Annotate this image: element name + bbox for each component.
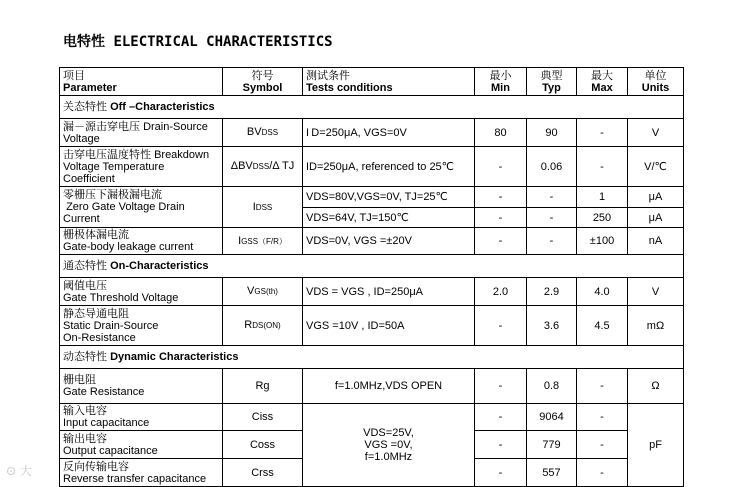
symbol-ciss: Ciss (223, 404, 303, 431)
param-rdson: 静态导通电阻 Static Drain-Source On-Resistance (60, 306, 223, 346)
header-min: 最小 Min (475, 68, 527, 96)
cond-dbvdss: ID=250μA, referenced to 25℃ (303, 147, 475, 187)
unit-igss: nA (628, 228, 684, 255)
typ-bvdss: 90 (527, 119, 577, 147)
symbol-vgsth: VGS(th) (223, 278, 303, 306)
typ-idss-1: - (527, 187, 577, 208)
max-dbvdss: - (577, 147, 628, 187)
unit-idss-1: μA (628, 187, 684, 208)
table-row-igss (60, 228, 684, 255)
table-row-vgsth (60, 278, 684, 306)
header-parameter: 项目 Parameter (60, 68, 223, 96)
table-row-dbvdss (60, 147, 684, 187)
unit-dbvdss: V/℃ (628, 147, 684, 187)
unit-capacitance: pF (628, 404, 684, 487)
table-row-rg (60, 369, 684, 404)
characteristics-table (59, 67, 684, 487)
typ-igss: - (527, 228, 577, 255)
max-idss-1: 1 (577, 187, 628, 208)
typ-idss-2: - (527, 208, 577, 228)
max-idss-2: 250 (577, 208, 628, 228)
symbol-idss: IDSS (223, 187, 303, 228)
unit-vgsth: V (628, 278, 684, 306)
title-en: ELECTRICAL CHARACTERISTICS (113, 34, 333, 50)
symbol-rdson: RDS(ON) (223, 306, 303, 346)
unit-rg: Ω (628, 369, 684, 404)
max-bvdss: - (577, 119, 628, 147)
header-units: 单位 Units (628, 68, 684, 96)
header-conditions: 测试条件 Tests conditions (303, 68, 475, 96)
unit-bvdss: V (628, 119, 684, 147)
param-dbvdss: 击穿电压温度特性 Breakdown Voltage Temperature Coefficient (60, 147, 223, 187)
watermark-text: 大 (19, 464, 32, 478)
param-coss: 输出电容 Output capacitance (60, 431, 223, 459)
watermark-icon: ⊙ (6, 464, 17, 478)
min-idss-1: - (475, 187, 527, 208)
table-row-idss-1 (60, 187, 684, 208)
typ-crss: 557 (527, 459, 577, 487)
typ-rdson: 3.6 (527, 306, 577, 346)
param-rg: 栅电阻 Gate Resistance (60, 369, 223, 404)
min-igss: - (475, 228, 527, 255)
page-title (63, 31, 333, 51)
param-ciss: 输入电容 Input capacitance (60, 404, 223, 431)
param-vgsth: 阈值电压 Gate Threshold Voltage (60, 278, 223, 306)
symbol-dbvdss: ΔBVDSS/Δ TJ (223, 147, 303, 187)
table-row-rdson (60, 306, 684, 346)
max-igss: ±100 (577, 228, 628, 255)
min-bvdss: 80 (475, 119, 527, 147)
typ-dbvdss: 0.06 (527, 147, 577, 187)
unit-idss-2: μA (628, 208, 684, 228)
param-bvdss: 漏－源击穿电压 Drain-Source Voltage (60, 119, 223, 147)
section-dyn (60, 346, 684, 369)
cond-rdson: VGS =10V , ID=50A (303, 306, 475, 346)
table-header-row (60, 68, 684, 96)
cond-bvdss: I D=250μA, VGS=0V (303, 119, 475, 147)
table-row-ciss (60, 404, 684, 431)
watermark (6, 462, 32, 479)
title-cn: 电特性 (63, 34, 105, 50)
cond-capacitance: VDS=25V, VGS =0V, f=1.0MHz (303, 404, 475, 487)
section-on-label: 通态特性 On-Characteristics (60, 255, 684, 278)
min-ciss: - (475, 404, 527, 431)
header-typ: 典型 Typ (527, 68, 577, 96)
symbol-crss: Crss (223, 459, 303, 487)
header-max: 最大 Max (577, 68, 628, 96)
symbol-bvdss: BVDSS (223, 119, 303, 147)
min-idss-2: - (475, 208, 527, 228)
table-row-bvdss (60, 119, 684, 147)
unit-rdson: mΩ (628, 306, 684, 346)
symbol-coss: Coss (223, 431, 303, 459)
cond-vgsth: VDS = VGS , ID=250μA (303, 278, 475, 306)
typ-coss: 779 (527, 431, 577, 459)
cond-igss: VDS=0V, VGS =±20V (303, 228, 475, 255)
max-rdson: 4.5 (577, 306, 628, 346)
section-on (60, 255, 684, 278)
param-crss: 反向传输电容 Reverse transfer capacitance (60, 459, 223, 487)
section-off-label: 关态特性 Off –Characteristics (60, 96, 684, 119)
min-crss: - (475, 459, 527, 487)
typ-vgsth: 2.9 (527, 278, 577, 306)
min-vgsth: 2.0 (475, 278, 527, 306)
min-rdson: - (475, 306, 527, 346)
section-off (60, 96, 684, 119)
max-vgsth: 4.0 (577, 278, 628, 306)
max-rg: - (577, 369, 628, 404)
cond-idss-1: VDS=80V,VGS=0V, TJ=25℃ (303, 187, 475, 208)
max-coss: - (577, 431, 628, 459)
param-igss: 栅极体漏电流 Gate-body leakage current (60, 228, 223, 255)
cond-idss-2: VDS=64V, TJ=150℃ (303, 208, 475, 228)
max-crss: - (577, 459, 628, 487)
max-ciss: - (577, 404, 628, 431)
typ-rg: 0.8 (527, 369, 577, 404)
symbol-igss: IGSS（F/R） (223, 228, 303, 255)
min-dbvdss: - (475, 147, 527, 187)
param-idss: 零栅压下漏极漏电流 Zero Gate Voltage Drain Current (60, 187, 223, 228)
section-dyn-label: 动态特性 Dynamic Characteristics (60, 346, 684, 369)
typ-ciss: 9064 (527, 404, 577, 431)
symbol-rg: Rg (223, 369, 303, 404)
min-coss: - (475, 431, 527, 459)
cond-rg: f=1.0MHz,VDS OPEN (303, 369, 475, 404)
min-rg: - (475, 369, 527, 404)
header-symbol: 符号 Symbol (223, 68, 303, 96)
